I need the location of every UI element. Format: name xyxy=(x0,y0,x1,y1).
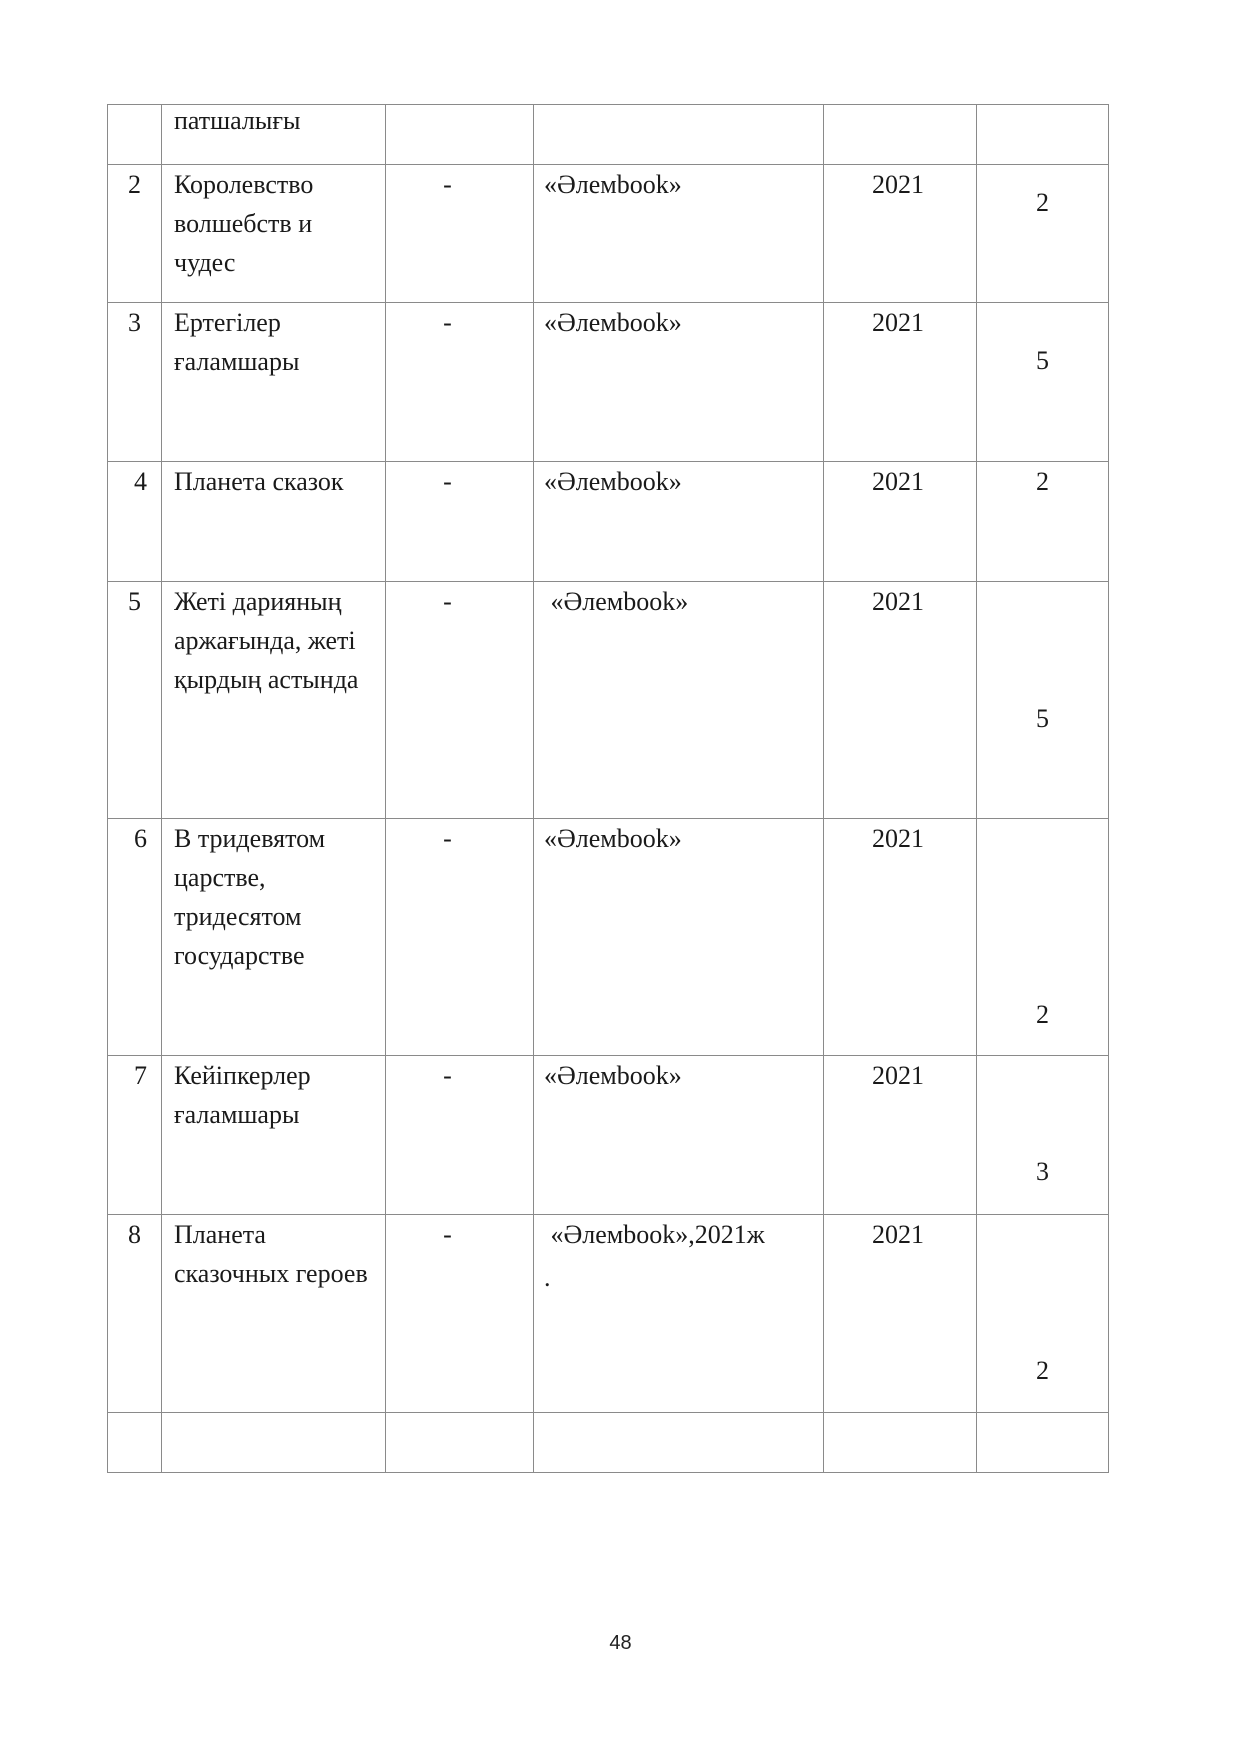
quantity: 3 xyxy=(1036,1157,1049,1186)
row-number: 7 xyxy=(134,1061,147,1090)
author: - xyxy=(443,170,452,199)
publisher-cell xyxy=(534,303,824,462)
author: - xyxy=(443,1061,452,1090)
title-cell xyxy=(162,165,386,303)
table-row xyxy=(108,105,1109,165)
year-cell xyxy=(824,462,977,582)
publisher: «Әлемbook» xyxy=(544,170,682,199)
year-cell xyxy=(824,1056,977,1215)
row-number: 5 xyxy=(128,587,141,616)
row-number-cell xyxy=(108,462,162,582)
author: - xyxy=(443,824,452,853)
book-title: Планета сказок xyxy=(174,467,344,496)
row-number-cell xyxy=(108,1056,162,1215)
year: 2021 xyxy=(872,1061,924,1090)
year-cell xyxy=(824,819,977,1056)
year-cell xyxy=(824,1413,977,1473)
quantity-cell xyxy=(977,165,1109,303)
quantity-cell xyxy=(977,819,1109,1056)
publisher-cell xyxy=(534,165,824,303)
title-cell xyxy=(162,105,386,165)
author: - xyxy=(443,467,452,496)
table-row xyxy=(108,819,1109,1056)
row-number: 6 xyxy=(134,824,147,853)
publisher-cell xyxy=(534,105,824,165)
year: 2021 xyxy=(872,467,924,496)
quantity-cell xyxy=(977,1215,1109,1413)
author: - xyxy=(443,308,452,337)
quantity: 2 xyxy=(1036,1000,1049,1029)
year-cell xyxy=(824,165,977,303)
publisher: «Әлемbook» xyxy=(544,308,682,337)
quantity-cell xyxy=(977,462,1109,582)
publisher-cell xyxy=(534,1413,824,1473)
quantity-cell xyxy=(977,105,1109,165)
author-cell xyxy=(386,819,534,1056)
row-number: 8 xyxy=(128,1220,141,1249)
row-number-cell xyxy=(108,1215,162,1413)
row-number: 4 xyxy=(134,467,147,496)
quantity-cell xyxy=(977,1413,1109,1473)
row-number-cell xyxy=(108,303,162,462)
author-cell xyxy=(386,1056,534,1215)
quantity-cell xyxy=(977,582,1109,819)
publisher-cell xyxy=(534,819,824,1056)
year: 2021 xyxy=(872,170,924,199)
year: 2021 xyxy=(872,1220,924,1249)
title-cell xyxy=(162,1056,386,1215)
table-row xyxy=(108,1215,1109,1413)
quantity: 2 xyxy=(1036,1356,1049,1385)
title-cell xyxy=(162,303,386,462)
author: - xyxy=(443,587,452,616)
author-cell xyxy=(386,1413,534,1473)
book-title: Планета сказочных героев xyxy=(174,1220,368,1288)
author-cell xyxy=(386,165,534,303)
author-cell xyxy=(386,303,534,462)
publisher: «Әлемbook»,2021ж xyxy=(544,1220,765,1249)
title-cell xyxy=(162,582,386,819)
table-row xyxy=(108,1413,1109,1473)
author-cell xyxy=(386,105,534,165)
quantity: 5 xyxy=(1036,704,1049,733)
year-cell xyxy=(824,582,977,819)
publisher-cell xyxy=(534,1056,824,1215)
publisher-cell xyxy=(534,582,824,819)
row-number: 3 xyxy=(128,308,141,337)
book-table xyxy=(107,104,1109,1473)
row-number-cell xyxy=(108,819,162,1056)
quantity-cell xyxy=(977,303,1109,462)
quantity: 2 xyxy=(1036,467,1049,496)
year: 2021 xyxy=(872,587,924,616)
book-title: Кейіпкерлер ғаламшары xyxy=(174,1061,311,1129)
row-number-cell xyxy=(108,165,162,303)
year-cell xyxy=(824,1215,977,1413)
publisher: «Әлемbook» xyxy=(544,587,689,616)
author: - xyxy=(443,1220,452,1249)
author-cell xyxy=(386,1215,534,1413)
table-row xyxy=(108,165,1109,303)
book-title: Королевство волшебств и чудес xyxy=(174,170,314,277)
page-number: 48 xyxy=(609,1632,632,1654)
publisher-continuation: . xyxy=(544,1263,551,1292)
quantity: 2 xyxy=(1036,188,1049,217)
publisher: «Әлемbook» xyxy=(544,1061,682,1090)
book-title: В тридевятом царстве, тридесятом государстве xyxy=(174,824,326,970)
book-title: Ертегілер ғаламшары xyxy=(174,308,300,376)
author-cell xyxy=(386,462,534,582)
book-title: Жеті дарияның аржағында, жеті қырдың астында xyxy=(174,587,359,694)
table-row xyxy=(108,582,1109,819)
row-number-cell xyxy=(108,105,162,165)
year: 2021 xyxy=(872,308,924,337)
year: 2021 xyxy=(872,824,924,853)
table-row xyxy=(108,303,1109,462)
title-cell xyxy=(162,819,386,1056)
book-title: патшалығы xyxy=(174,106,301,135)
year-cell xyxy=(824,105,977,165)
title-cell xyxy=(162,462,386,582)
year-cell xyxy=(824,303,977,462)
quantity-cell xyxy=(977,1056,1109,1215)
row-number: 2 xyxy=(128,170,141,199)
publisher-cell xyxy=(534,462,824,582)
row-number-cell xyxy=(108,1413,162,1473)
title-cell xyxy=(162,1413,386,1473)
publisher-cell xyxy=(534,1215,824,1413)
publisher: «Әлемbook» xyxy=(544,467,682,496)
table-row xyxy=(108,1056,1109,1215)
author-cell xyxy=(386,582,534,819)
table-row xyxy=(108,462,1109,582)
row-number-cell xyxy=(108,582,162,819)
quantity: 5 xyxy=(1036,346,1049,375)
publisher: «Әлемbook» xyxy=(544,824,682,853)
title-cell xyxy=(162,1215,386,1413)
